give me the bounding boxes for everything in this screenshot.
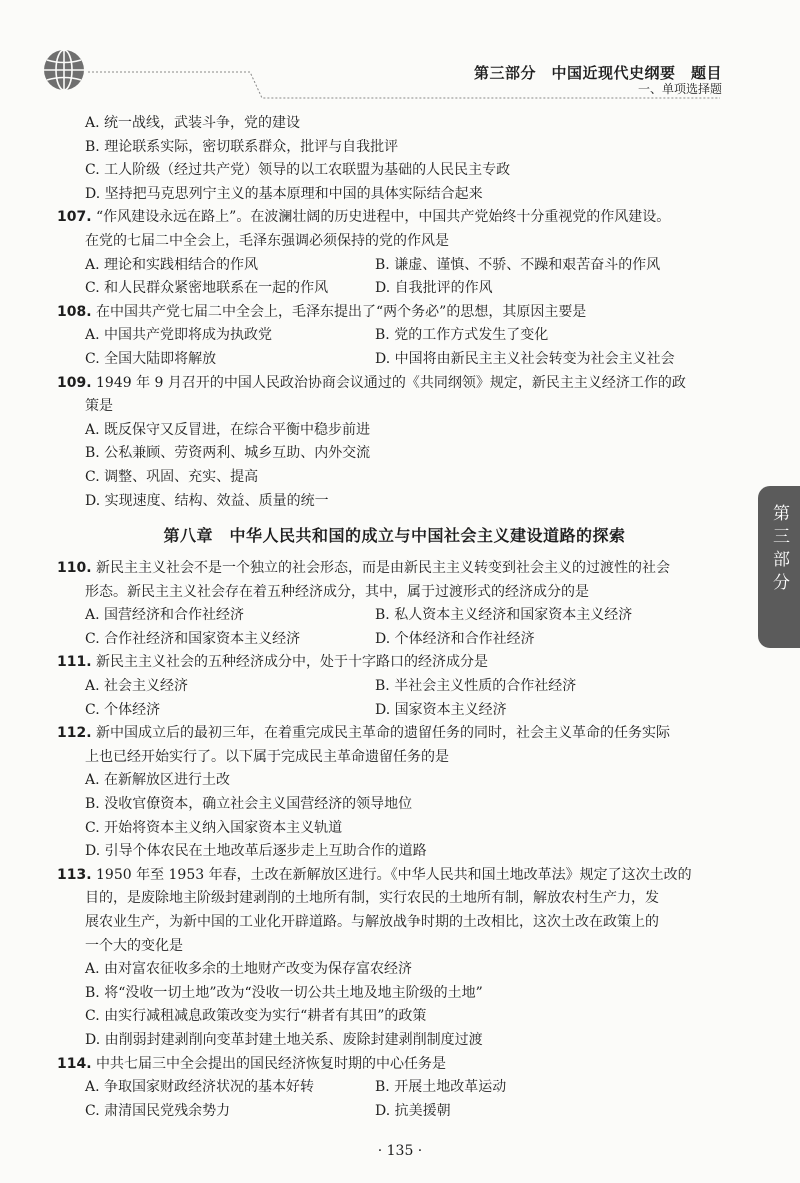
question-list — [57, 112, 732, 1123]
question-109 — [57, 372, 732, 514]
question-111 — [57, 651, 732, 722]
question-text: 中共七届三中全会提出的国民经济恢复时期的中心任务是 — [96, 1055, 446, 1072]
option: D. 由削弱封建剥削向变革封建土地关系、废除封建剥削制度过渡 — [85, 1031, 483, 1048]
section-side-tab — [758, 486, 800, 648]
option: B. 将“没收一切土地”改为“没收一切公共土地及地主阶级的土地” — [85, 984, 483, 1001]
option: A. 争取国家财政经济状况的基本好转 — [85, 1079, 315, 1096]
question-text: 在党的七届二中全会上，毛泽东强调必须保持的党的作风是 — [85, 232, 449, 249]
question-107 — [57, 206, 732, 300]
option: D. 个体经济和合作社经济 — [375, 630, 535, 647]
question-text: 在中国共产党七届二中全会上，毛泽东提出了“两个务必”的思想，其原因主要是 — [96, 303, 587, 320]
question-text: 上也已经开始实行了。以下属于完成民主革命遗留任务的是 — [85, 748, 449, 765]
option: C. 肃清国民党残余势力 — [85, 1102, 231, 1119]
option: A. 统一战线，武装斗争，党的建设 — [85, 115, 301, 131]
question-text: 展农业生产，为新中国的工业化开辟道路。与解放战争时期的土改相比，这次土改在政策上的 — [85, 914, 659, 930]
option: C. 开始将资本主义纳入国家资本主义轨道 — [85, 819, 343, 836]
question-108 — [57, 301, 732, 372]
option: C. 全国大陆即将解放 — [85, 350, 217, 367]
option: B. 没收官僚资本，确立社会主义国营经济的领导地位 — [85, 796, 413, 813]
header-subtitle: 一、单项选择题 — [637, 82, 722, 96]
question-text: 1949 年 9 月召开的中国人民政治协商会议通过的《共同纲领》规定，新民主主义经济工作的政 — [96, 374, 686, 391]
option: D. 自我批评的作风 — [375, 280, 493, 297]
option: D. 实现速度、结构、效益、质量的统一 — [85, 492, 329, 509]
option: B. 私人资本主义经济和国家资本主义经济 — [375, 607, 633, 624]
page-number: · 135 · — [377, 1143, 423, 1159]
question-text: “作风建设永远在路上”。在波澜壮阔的历史进程中，中国共产党始终十分重视党的作风建设。 — [96, 209, 671, 226]
option: A. 理论和实践相结合的作风 — [85, 256, 259, 273]
option: D. 抗美援朝 — [375, 1102, 451, 1119]
question-114 — [57, 1053, 732, 1124]
option: A. 国营经济和合作社经济 — [85, 607, 245, 624]
option: D. 引导个体农民在土地改革后逐步走上互助合作的道路 — [85, 843, 427, 860]
option: B. 半社会主义性质的合作社经济 — [375, 678, 577, 695]
question-110 — [57, 557, 732, 651]
question-number: 108. — [57, 303, 92, 320]
option: A. 在新解放区进行土改 — [85, 772, 231, 789]
option: C. 和人民群众紧密地联系在一起的作风 — [85, 280, 329, 297]
header-title: 第三部分 中国近现代史纲要 题目 — [473, 64, 722, 82]
question-number: 111. — [57, 654, 92, 671]
globe-logo-icon — [42, 48, 86, 92]
option: C. 由实行减租减息政策改变为实行“耕者有其田”的政策 — [85, 1008, 427, 1025]
option: B. 开展土地改革运动 — [375, 1079, 507, 1096]
question-text: 新中国成立后的最初三年，在着重完成民主革命的遗留任务的同时，社会主义革命的任务实际 — [96, 725, 670, 742]
question-text: 策是 — [85, 398, 113, 415]
option: A. 社会主义经济 — [85, 678, 189, 695]
question-text: 目的，是废除地主阶级封建剥削的土地所有制，实行农民的土地所有制，解放农村生产力，发 — [85, 890, 659, 907]
option: C. 调整、巩固、充实、提高 — [85, 468, 259, 485]
question-number: 109. — [57, 374, 92, 391]
option: B. 党的工作方式发生了变化 — [375, 327, 549, 344]
chapter-title: 第八章 中华人民共和国的成立与中国社会主义建设道路的探索 — [163, 526, 626, 546]
question-number: 112. — [57, 725, 92, 742]
option: B. 公私兼顾、劳资两利、城乡互助、内外交流 — [85, 445, 371, 462]
question-number: 110. — [57, 560, 92, 577]
option: D. 坚持把马克思列宁主义的基本原理和中国的具体实际结合起来 — [85, 185, 483, 202]
option: A. 由对富农征收多余的土地财产改变为保存富农经济 — [85, 961, 413, 978]
option: C. 合作社经济和国家资本主义经济 — [85, 630, 301, 647]
option: B. 谦虚、谨慎、不骄、不躁和艰苦奋斗的作风 — [375, 256, 661, 273]
option: D. 国家资本主义经济 — [375, 701, 507, 718]
question-number: 107. — [57, 209, 92, 226]
page-header — [0, 0, 800, 100]
question-number: 113. — [57, 866, 92, 883]
question-text: 新民主主义社会不是一个独立的社会形态，而是由新民主主义转变到社会主义的过渡性的社会 — [96, 560, 670, 577]
option: A. 中国共产党即将成为执政党 — [85, 327, 273, 344]
question-112 — [57, 722, 732, 864]
option: C. 工人阶级（经过共产党）领导的以工农联盟为基础的人民民主专政 — [85, 162, 511, 179]
option: A. 既反保守又反冒进，在综合平衡中稳步前进 — [85, 421, 371, 438]
question-text: 一个大的变化是 — [85, 937, 183, 954]
question-text: 1950 年至 1953 年春，土改在新解放区进行。《中华人民共和国土地改革法》规定了这次土改的 — [96, 866, 692, 883]
question-number: 114. — [57, 1055, 92, 1072]
question-text: 形态。新民主主义社会存在着五种经济成分，其中，属于过渡形式的经济成分的是 — [85, 583, 589, 600]
question-text: 新民主主义社会的五种经济成分中，处于十字路口的经济成分是 — [96, 654, 488, 671]
question-113 — [57, 864, 732, 1053]
option: B. 理论联系实际，密切联系群众，批评与自我批评 — [85, 138, 399, 155]
option: C. 个体经济 — [85, 701, 161, 718]
option: D. 中国将由新民主主义社会转变为社会主义社会 — [375, 350, 675, 367]
side-tab-label: 第三部分 — [769, 504, 789, 596]
